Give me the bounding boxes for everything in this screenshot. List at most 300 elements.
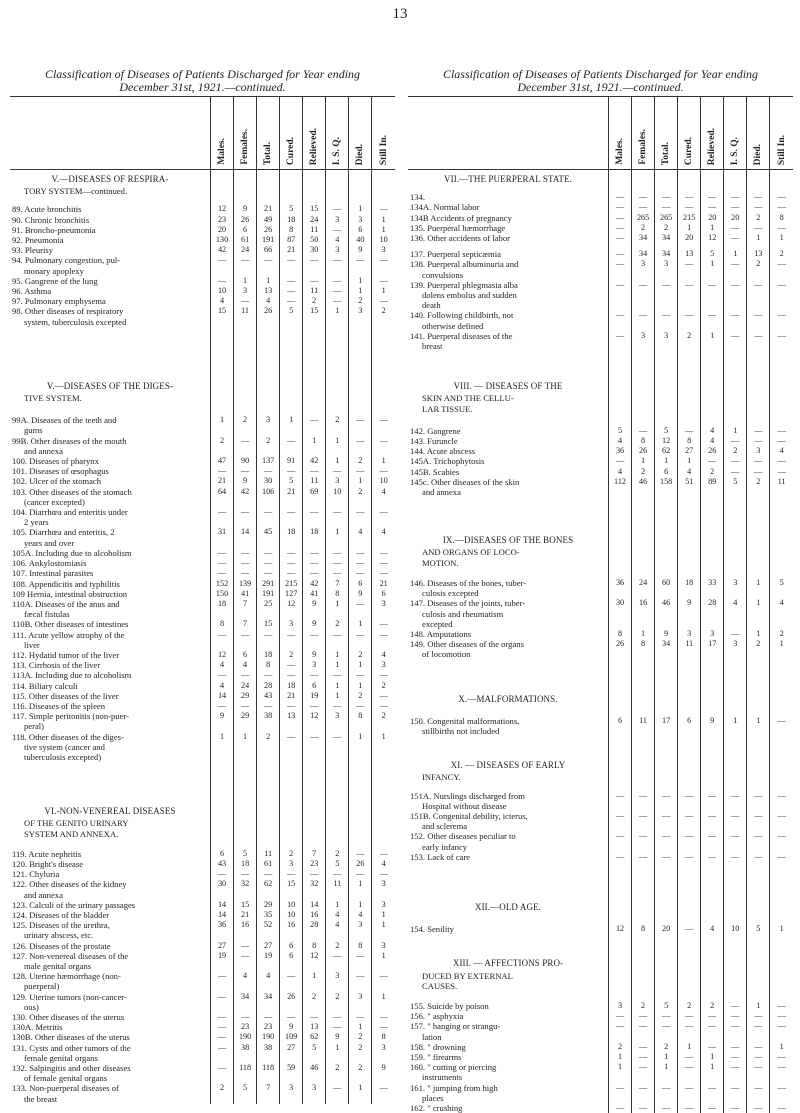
value-cell: 137	[257, 456, 280, 466]
left-spacer-cell	[372, 403, 395, 415]
right-spacer-cell	[632, 914, 655, 924]
value-cell	[770, 898, 793, 914]
value-cell	[257, 377, 280, 393]
value-cell: 25	[257, 599, 280, 609]
value-cell: 5	[747, 924, 770, 934]
disease-label: 99B. Other diseases of the mouth	[10, 436, 211, 446]
value-cell: —	[211, 1043, 234, 1053]
value-cell	[609, 300, 632, 310]
value-cell	[747, 558, 770, 568]
disease-label: 135. Puerperal hæmorrhage	[408, 223, 609, 233]
disease-label: 130. Other diseases of the uterus	[10, 1012, 211, 1022]
value-cell	[280, 981, 303, 991]
value-cell: —	[747, 852, 770, 862]
value-cell	[609, 321, 632, 331]
value-cell: 1	[326, 436, 349, 446]
value-cell	[257, 890, 280, 900]
value-cell: 12	[701, 233, 724, 243]
value-cell: —	[770, 1062, 793, 1072]
value-cell	[609, 619, 632, 629]
right-header-text: I. S. Q.	[730, 137, 740, 165]
value-cell	[632, 821, 655, 831]
value-cell	[609, 649, 632, 659]
value-cell	[609, 842, 632, 852]
value-cell	[701, 649, 724, 659]
value-cell: —	[632, 1062, 655, 1072]
value-cell: 26	[257, 306, 280, 316]
right-spacer-cell	[701, 497, 724, 531]
value-cell: 3	[280, 1083, 303, 1093]
left-header-col	[372, 97, 395, 170]
value-cell: 36	[609, 446, 632, 456]
value-cell	[724, 290, 747, 300]
value-cell: —	[280, 286, 303, 296]
value-cell	[770, 772, 793, 782]
value-cell: —	[211, 548, 234, 558]
value-cell: 2	[372, 711, 395, 721]
right-spacer-cell	[632, 934, 655, 954]
value-cell: —	[349, 849, 372, 859]
value-cell: —	[770, 831, 793, 841]
value-cell: —	[257, 630, 280, 640]
value-cell: —	[609, 852, 632, 862]
left-section-heading-row	[10, 377, 395, 393]
disease-label: monary apoplexy	[10, 266, 211, 276]
value-cell: 16	[234, 920, 257, 930]
value-cell	[234, 802, 257, 818]
value-cell	[770, 1072, 793, 1082]
value-cell	[349, 609, 372, 619]
value-cell: 1	[724, 716, 747, 726]
value-cell	[609, 393, 632, 403]
right-table-row	[408, 280, 793, 290]
value-cell: —	[257, 869, 280, 879]
value-cell: 27	[257, 941, 280, 951]
value-cell	[724, 690, 747, 706]
disease-label: dolens embolus and sudden	[408, 290, 609, 300]
value-cell: 1	[326, 306, 349, 316]
value-cell: 34	[655, 249, 678, 259]
left-table-row	[10, 1043, 395, 1053]
value-cell	[257, 981, 280, 991]
value-cell: 1	[770, 1042, 793, 1052]
value-cell	[234, 981, 257, 991]
value-cell	[724, 842, 747, 852]
left-spacer-cell	[211, 327, 234, 377]
value-cell: 9	[280, 1022, 303, 1032]
value-cell: —	[372, 466, 395, 476]
value-cell	[609, 170, 632, 187]
value-cell	[770, 649, 793, 659]
value-cell: —	[280, 255, 303, 265]
value-cell: 158	[655, 477, 678, 487]
value-cell: —	[303, 670, 326, 680]
disease-label: INFANCY.	[408, 772, 609, 782]
value-cell	[701, 404, 724, 414]
value-cell: 31	[211, 527, 234, 537]
right-spacer-cell	[701, 934, 724, 954]
value-cell: 2	[747, 213, 770, 223]
value-cell: —	[747, 1103, 770, 1113]
value-cell: —	[701, 1042, 724, 1052]
value-cell	[280, 742, 303, 752]
value-cell: —	[770, 280, 793, 290]
value-cell: 11	[257, 849, 280, 859]
value-cell: —	[303, 558, 326, 568]
value-cell	[211, 890, 234, 900]
value-cell: —	[678, 259, 701, 269]
value-cell: 11	[303, 476, 326, 486]
value-cell: 30	[609, 598, 632, 608]
value-cell	[724, 321, 747, 331]
value-cell: 2	[770, 249, 793, 259]
value-cell: 1	[326, 456, 349, 466]
value-cell: 3	[609, 1001, 632, 1011]
right-table-row	[408, 467, 793, 477]
left-header-text: Cured.	[286, 137, 296, 165]
value-cell: 38	[234, 1043, 257, 1053]
value-cell	[211, 609, 234, 619]
value-cell	[678, 558, 701, 568]
left-spacer-cell	[326, 839, 349, 849]
value-cell	[724, 588, 747, 598]
value-cell: 12	[211, 650, 234, 660]
right-spacer-cell	[770, 351, 793, 377]
right-spacer-cell	[701, 736, 724, 756]
right-spacer-cell	[655, 497, 678, 531]
value-cell: —	[678, 1062, 701, 1072]
left-table-row	[10, 558, 395, 568]
value-cell: 1	[747, 1001, 770, 1011]
value-cell: 1	[326, 1043, 349, 1053]
value-cell	[234, 829, 257, 839]
value-cell: 62	[655, 446, 678, 456]
value-cell	[326, 752, 349, 762]
value-cell: —	[678, 1052, 701, 1062]
value-cell: 150	[211, 589, 234, 599]
value-cell: 18	[280, 527, 303, 537]
value-cell	[747, 404, 770, 414]
disease-label: 93. Pleurisy	[10, 245, 211, 255]
value-cell	[211, 930, 234, 940]
right-table-row	[408, 310, 793, 320]
value-cell: 34	[234, 992, 257, 1002]
value-cell: —	[234, 869, 257, 879]
value-cell	[211, 186, 234, 196]
value-cell	[655, 531, 678, 547]
left-table-row	[10, 630, 395, 640]
right-spacer-cell	[609, 991, 632, 1001]
disease-label: 109 Hernia, intestinal obstruction	[10, 589, 211, 599]
right-spacer-cell	[770, 914, 793, 924]
value-cell	[609, 558, 632, 568]
value-cell	[632, 971, 655, 981]
value-cell	[280, 1073, 303, 1083]
value-cell: —	[211, 466, 234, 476]
value-cell: —	[724, 202, 747, 212]
value-cell: 5	[234, 1083, 257, 1093]
value-cell: —	[609, 791, 632, 801]
left-table-body	[10, 170, 395, 1104]
disease-label: 141. Puerperal diseases of the	[408, 331, 609, 341]
left-table-row	[10, 992, 395, 1002]
value-cell: —	[234, 941, 257, 951]
value-cell	[609, 898, 632, 914]
value-cell: 69	[303, 487, 326, 497]
value-cell	[211, 170, 234, 187]
value-cell: 2	[349, 296, 372, 306]
value-cell	[655, 558, 678, 568]
value-cell	[678, 649, 701, 659]
value-cell	[724, 756, 747, 772]
value-cell	[349, 517, 372, 527]
value-cell: —	[326, 225, 349, 235]
left-continuation-row	[10, 961, 395, 971]
value-cell	[770, 377, 793, 393]
left-continuation-row	[10, 317, 395, 327]
value-cell	[211, 393, 234, 403]
value-cell: —	[280, 568, 303, 578]
disease-label: urinary abscess, etc.	[10, 930, 211, 940]
disease-label: 114. Biliary calculi	[10, 681, 211, 691]
value-cell: 29	[257, 900, 280, 910]
value-cell	[326, 317, 349, 327]
disease-label: of locomotion	[408, 649, 609, 659]
value-cell	[724, 1032, 747, 1042]
value-cell	[257, 393, 280, 403]
value-cell: —	[609, 192, 632, 202]
value-cell	[770, 801, 793, 811]
right-spacer-cell	[408, 351, 609, 377]
value-cell: 42	[303, 456, 326, 466]
value-cell: —	[280, 869, 303, 879]
value-cell: —	[724, 831, 747, 841]
right-continuation-row	[408, 842, 793, 852]
disease-label: 132. Salpingitis and other diseases	[10, 1063, 211, 1073]
right-spacer-cell	[724, 568, 747, 578]
value-cell: —	[678, 1103, 701, 1113]
value-cell	[372, 393, 395, 403]
value-cell	[257, 742, 280, 752]
value-cell	[257, 752, 280, 762]
right-spacer-cell	[770, 660, 793, 690]
value-cell	[234, 377, 257, 393]
value-cell: 1	[655, 1062, 678, 1072]
value-cell: 21	[372, 579, 395, 589]
right-spacer-cell	[770, 783, 793, 791]
value-cell: 23	[234, 1022, 257, 1032]
right-header-label	[408, 97, 609, 170]
left-table-row	[10, 215, 395, 225]
value-cell	[326, 1073, 349, 1083]
value-cell: 34	[655, 639, 678, 649]
value-cell: —	[655, 852, 678, 862]
value-cell	[747, 726, 770, 736]
value-cell: 3	[678, 629, 701, 639]
left-spacer-cell	[10, 403, 211, 415]
value-cell: 6	[609, 716, 632, 726]
value-cell: —	[747, 831, 770, 841]
right-continuation-row	[408, 487, 793, 497]
value-cell	[701, 341, 724, 351]
left-spacer-cell	[372, 196, 395, 204]
value-cell	[303, 752, 326, 762]
value-cell	[609, 690, 632, 706]
value-cell	[257, 818, 280, 828]
right-spacer-cell	[770, 934, 793, 954]
value-cell	[372, 721, 395, 731]
right-spacer-cell	[655, 914, 678, 924]
value-cell	[349, 981, 372, 991]
right-caption	[408, 68, 793, 94]
value-cell	[280, 961, 303, 971]
left-spacer-cell	[10, 839, 211, 849]
disease-label: CAUSES.	[408, 981, 609, 991]
value-cell: 10	[326, 487, 349, 497]
value-cell	[655, 290, 678, 300]
value-cell: 3	[701, 629, 724, 639]
left-table-row	[10, 456, 395, 466]
disease-label: 2 years	[10, 517, 211, 527]
disease-label: 112. Hydatid tumor of the liver	[10, 650, 211, 660]
disease-label: gums	[10, 425, 211, 435]
value-cell: 20	[724, 213, 747, 223]
value-cell	[234, 425, 257, 435]
value-cell: —	[701, 831, 724, 841]
value-cell	[349, 393, 372, 403]
value-cell: 109	[280, 1032, 303, 1042]
value-cell	[280, 170, 303, 187]
value-cell: 2	[678, 1001, 701, 1011]
disease-label: SYSTEM AND ANNEXA.	[10, 829, 211, 839]
value-cell: 2	[632, 1001, 655, 1011]
value-cell	[632, 404, 655, 414]
value-cell	[655, 377, 678, 393]
right-header-col	[701, 97, 724, 170]
left-table-row	[10, 235, 395, 245]
section-heading: V.—DISEASES OF RESPIRA-	[10, 170, 211, 187]
value-cell: 10	[372, 476, 395, 486]
value-cell: 12	[609, 924, 632, 934]
value-cell: —	[632, 280, 655, 290]
value-cell: 2	[609, 1042, 632, 1052]
value-cell	[724, 649, 747, 659]
right-table-row	[408, 716, 793, 726]
value-cell	[701, 270, 724, 280]
right-continuation-row	[408, 619, 793, 629]
value-cell: 24	[234, 681, 257, 691]
left-table-row	[10, 296, 395, 306]
value-cell	[257, 1053, 280, 1063]
disease-label: 142. Gangrene	[408, 426, 609, 436]
right-spacer-cell	[678, 414, 701, 426]
disease-label: 101. Diseases of œsophagus	[10, 466, 211, 476]
value-cell: —	[303, 415, 326, 425]
value-cell: 26	[632, 446, 655, 456]
left-spacer-cell	[349, 403, 372, 415]
value-cell	[349, 829, 372, 839]
right-spacer-cell	[678, 351, 701, 377]
value-cell: —	[632, 1011, 655, 1021]
value-cell: —	[747, 456, 770, 466]
value-cell	[724, 726, 747, 736]
value-cell	[701, 756, 724, 772]
value-cell: —	[280, 732, 303, 742]
right-continuation-row	[408, 801, 793, 811]
value-cell: —	[372, 296, 395, 306]
value-cell: —	[326, 630, 349, 640]
value-cell	[326, 961, 349, 971]
value-cell: 2	[303, 992, 326, 1002]
value-cell: 1	[632, 629, 655, 639]
value-cell	[257, 1073, 280, 1083]
value-cell: 5	[280, 204, 303, 214]
disease-label: 90. Chronic bronchitis	[10, 215, 211, 225]
value-cell: 5	[280, 476, 303, 486]
value-cell: 45	[257, 527, 280, 537]
value-cell: 43	[211, 859, 234, 869]
left-spacer-cell	[10, 762, 211, 802]
value-cell: 1	[372, 215, 395, 225]
value-cell: —	[257, 507, 280, 517]
right-table-row	[408, 1052, 793, 1062]
value-cell: —	[632, 1103, 655, 1113]
left-continuation-row	[10, 497, 395, 507]
disease-label: 153. Lack of care	[408, 852, 609, 862]
value-cell: —	[701, 1083, 724, 1093]
value-cell	[326, 930, 349, 940]
value-cell	[701, 547, 724, 557]
right-header-col	[724, 97, 747, 170]
value-cell: —	[632, 202, 655, 212]
right-spacer-cell	[678, 660, 701, 690]
value-cell: —	[211, 255, 234, 265]
value-cell: —	[211, 1032, 234, 1042]
left-header-col	[326, 97, 349, 170]
value-cell	[632, 547, 655, 557]
value-cell: 2	[303, 296, 326, 306]
right-spacer-cell	[632, 497, 655, 531]
value-cell: —	[724, 436, 747, 446]
value-cell: —	[770, 791, 793, 801]
value-cell: 1	[326, 691, 349, 701]
value-cell: —	[326, 869, 349, 879]
value-cell: 3	[326, 215, 349, 225]
right-spacer-cell	[655, 660, 678, 690]
right-spacer-cell	[408, 568, 609, 578]
left-header-label	[10, 97, 211, 170]
value-cell: 3	[303, 1083, 326, 1093]
value-cell: 30	[303, 245, 326, 255]
right-table-row	[408, 249, 793, 259]
right-spacer-row	[408, 783, 793, 791]
value-cell	[234, 517, 257, 527]
value-cell	[257, 170, 280, 187]
value-cell	[257, 538, 280, 548]
left-table-row	[10, 732, 395, 742]
value-cell: —	[724, 1021, 747, 1031]
value-cell	[609, 270, 632, 280]
right-spacer-cell	[655, 568, 678, 578]
value-cell: 2	[349, 650, 372, 660]
value-cell: —	[747, 426, 770, 436]
right-table-row	[408, 192, 793, 202]
value-cell	[724, 377, 747, 393]
value-cell	[372, 829, 395, 839]
value-cell: 26	[257, 225, 280, 235]
value-cell	[234, 1002, 257, 1012]
value-cell	[211, 1002, 234, 1012]
